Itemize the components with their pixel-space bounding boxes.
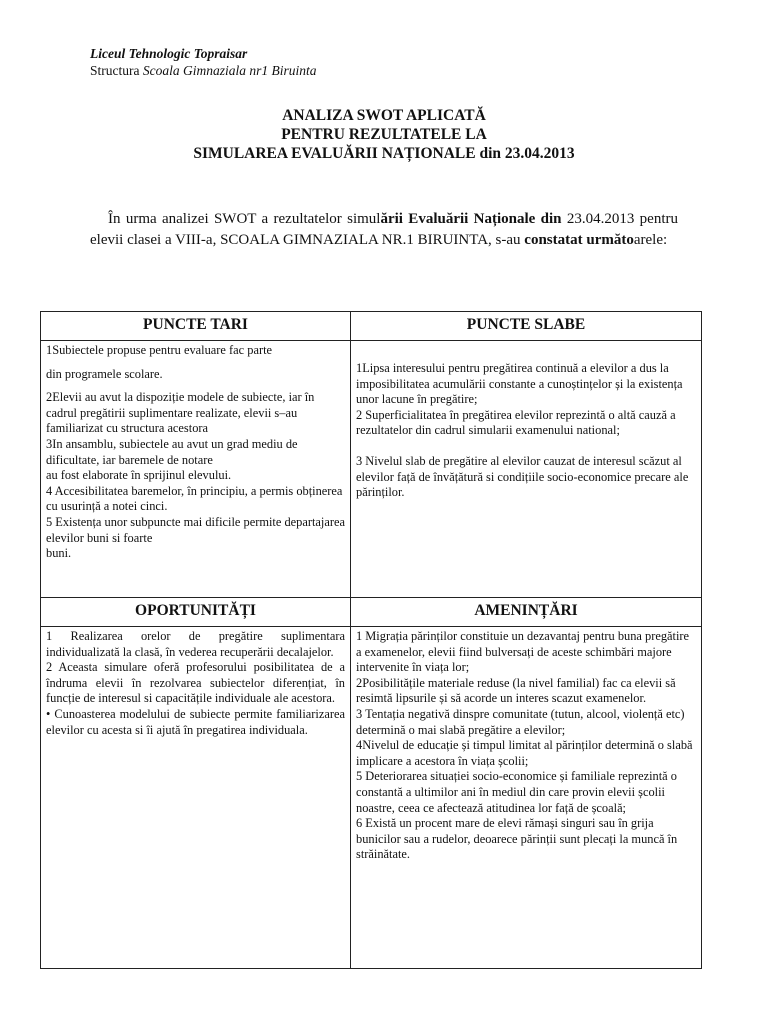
structure-prefix: Structura (90, 63, 143, 78)
opportunity-item: 1 Realizarea orelor de pregătire suplimentara individualizată la clasă, în vederea recuperării decalajelor. (46, 629, 345, 659)
strength-item: 2Elevii au avut la dispoziție modele de subiecte, iar în cadrul pregătirii suplimentare realizate, elevii s–au familiarizat cu structura acestora (46, 390, 315, 436)
threat-item: 2Posibilitățile materiale reduse (la nivel familial) fac ca elevii să resimtă lipsurile și să acorde un interes scazut examenelor. (356, 675, 676, 706)
strength-item: 3In ansamblu, subiectele au avut un grad mediu de dificultate, iar baremele de notare (46, 436, 298, 467)
strength-item: buni. (46, 546, 72, 561)
opportunities-cell (41, 627, 351, 969)
strengths-cell (41, 341, 351, 598)
opportunity-item: • Cunoasterea modelului de subiecte permite familiarizarea elevilor cu acesta si îi ajută în pregatirea individuala. (46, 706, 345, 737)
strength-item: 5 Existența unor subpuncte mai dificile permite departajarea elevilor buni si foarte (46, 514, 345, 545)
threat-item: 6 Există un procent mare de elevi rămași singuri sau în grija bunicilor sau a rudelor, deoarece părinții sunt plecați la muncă în străinătate. (356, 816, 678, 862)
opportunities-header: OPORTUNITĂȚI (41, 598, 351, 627)
strength-item: 4 Accesibilitatea baremelor, în principiu, a permis obținerea cu usurință a notei cinci. (46, 483, 343, 514)
weaknesses-cell (351, 341, 702, 598)
intro-part-3: arele: (633, 231, 668, 248)
intro-part-1: În urma analizei SWOT a rezultatelor simul (108, 211, 381, 227)
swot-table (40, 311, 702, 969)
threat-item: 4Nivelul de educație și timpul limitat al părinților determină o slabă implicare a acestora în viața școlii; (356, 738, 693, 768)
weakness-item: 2 Superficialitatea în pregătirea elevilor reprezintă o altă cauză a rezultatelor din cadrul simularii examenului national; (356, 407, 676, 438)
strength-item: din programele scolare. (46, 366, 163, 381)
intro-bold-1: ării Evaluării Naționale din (380, 211, 562, 227)
school-name: Liceul Tehnologic Topraisar (90, 46, 248, 61)
threat-item: 3 Tentația negativă dinspre comunitate (tutun, alcool, violență etc) determină o mai slabă pregătire a elevilor; (356, 706, 685, 737)
intro-paragraph (90, 209, 678, 250)
opportunity-item: 2 Aceasta simulare oferă profesorului posibilitatea de a îndruma elevii în rezolvarea subiectelor diferențiat, în funcție de interesul si capacitățile individuale ale acestora. (46, 660, 345, 706)
weaknesses-header: PUNCTE SLABE (351, 312, 702, 341)
weakness-item: 3 Nivelul slab de pregătire al elevilor cauzat de interesul scăzut al elevilor față de învățătură si condițiile socio-economice precare ale părinților. (356, 453, 689, 500)
document-header (90, 45, 317, 79)
threat-item: 1 Migrația părinților constituie un dezavantaj pentru buna pregătire a examenelor, elevii fiind bulversați de aceste schimbări majore intervenite în viața lor; (356, 629, 690, 675)
document-title (0, 106, 768, 163)
school-structure (90, 62, 317, 79)
intro-part-2: 23.04.2013 pentru elevii clasei a VIII-a, SCOALA GIMNAZIALA NR.1 BIRUINTA, s-au (90, 211, 679, 248)
structure-name: Scoala Gimnaziala nr1 Biruinta (142, 63, 317, 78)
threat-item: 5 Deteriorarea situației socio-economice și familiale reprezintă o constantă a ultimilor ani în mediul din care provin elevii școlii noastre, ceea ce afectează atitudinea lor față de școală; (356, 769, 677, 815)
title-line-1: ANALIZA SWOT APLICATĂ (282, 107, 486, 124)
threats-header: AMENINȚĂRI (351, 598, 702, 627)
strength-item: au fost elaborate în sprijinul elevului. (46, 468, 232, 483)
strengths-header: PUNCTE TARI (41, 312, 351, 341)
weakness-item: 1Lipsa interesului pentru pregătirea continuă a elevilor a dus la imposibilitatea acumulării constante a cunoștințelor și la existența unor lacune în pregătire; (356, 361, 683, 407)
strength-item: 1Subiectele propuse pentru evaluare fac parte (46, 343, 273, 357)
intro-bold-2: constatat următo (524, 231, 634, 248)
threats-cell (351, 627, 702, 969)
title-line-3: SIMULAREA EVALUĂRII NAȚIONALE din 23.04.2013 (193, 145, 575, 162)
title-line-2: PENTRU REZULTATELE LA (281, 126, 487, 143)
